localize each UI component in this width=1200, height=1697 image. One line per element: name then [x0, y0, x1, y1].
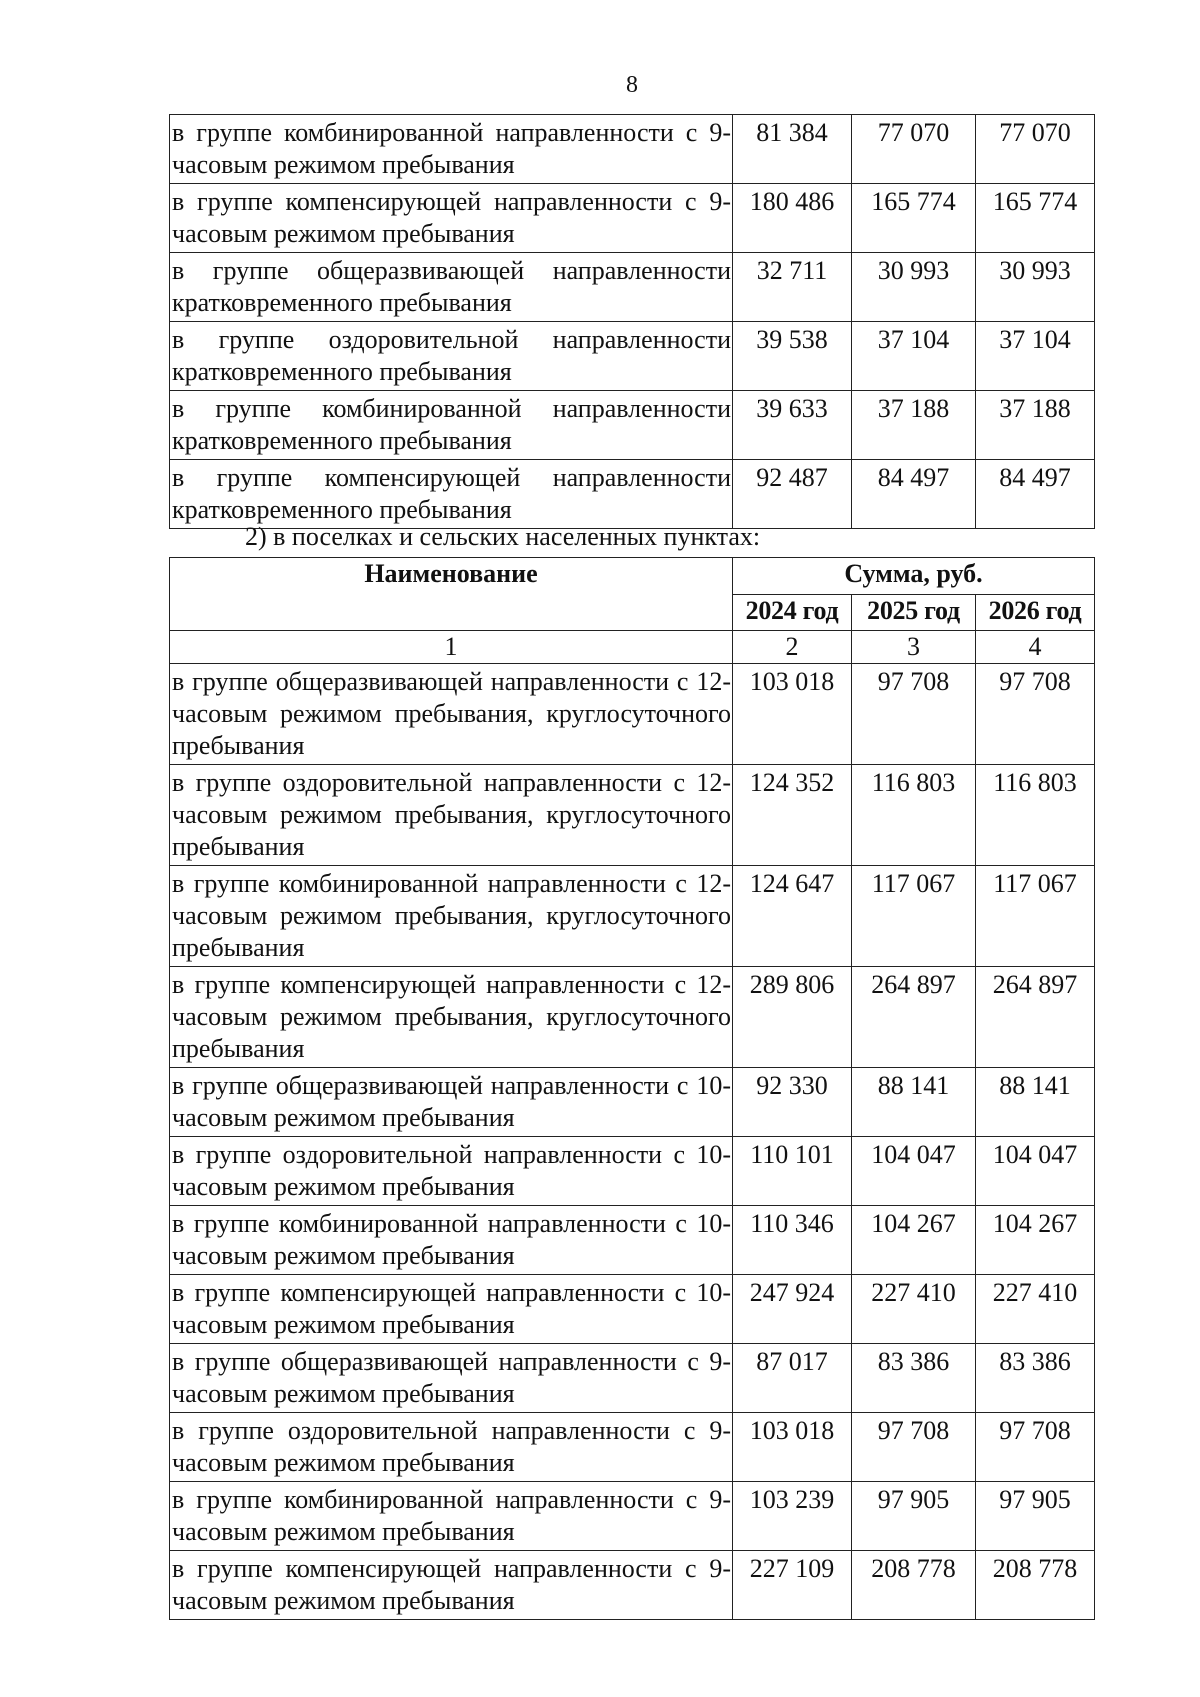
column-header-year-2024: 2024 год [733, 595, 852, 631]
column-number-1: 1 [170, 631, 733, 664]
row-name-cell: в группе компенсирующей направленности кратковременного пребывания [170, 460, 733, 529]
value-2025-cell: 208 778 [852, 1551, 976, 1620]
row-name-cell: в группе комбинированной направленности кратковременного пребывания [170, 391, 733, 460]
value-2026-cell: 83 386 [976, 1344, 1095, 1413]
value-2026-cell: 30 993 [976, 253, 1095, 322]
table-row [170, 1413, 1095, 1482]
value-2024-cell: 227 109 [733, 1551, 852, 1620]
value-2024-cell: 110 101 [733, 1137, 852, 1206]
table-row [170, 115, 1095, 184]
value-2024-cell: 110 346 [733, 1206, 852, 1275]
column-number-2: 2 [733, 631, 852, 664]
table-row [170, 1344, 1095, 1413]
value-2025-cell: 37 188 [852, 391, 976, 460]
value-2024-cell: 32 711 [733, 253, 852, 322]
row-name-cell: в группе компенсирующей направленности с 12-часовым режимом пребывания, круглосуточного пребывания [170, 967, 733, 1068]
table-row [170, 765, 1095, 866]
row-name-cell: в группе комбинированной направленности с 9-часовым режимом пребывания [170, 1482, 733, 1551]
value-2024-cell: 92 330 [733, 1068, 852, 1137]
value-2024-cell: 81 384 [733, 115, 852, 184]
value-2025-cell: 116 803 [852, 765, 976, 866]
table-row [170, 866, 1095, 967]
table-row [170, 253, 1095, 322]
value-2025-cell: 37 104 [852, 322, 976, 391]
table-row [170, 664, 1095, 765]
row-name-cell: в группе компенсирующей направленности с 10-часовым режимом пребывания [170, 1275, 733, 1344]
value-2026-cell: 37 104 [976, 322, 1095, 391]
value-2025-cell: 104 047 [852, 1137, 976, 1206]
table-row [170, 460, 1095, 529]
value-2026-cell: 264 897 [976, 967, 1095, 1068]
value-2026-cell: 104 047 [976, 1137, 1095, 1206]
row-name-cell: в группе комбинированной направленности с 10-часовым режимом пребывания [170, 1206, 733, 1275]
value-2025-cell: 117 067 [852, 866, 976, 967]
value-2024-cell: 289 806 [733, 967, 852, 1068]
page-number: 8 [626, 72, 638, 98]
column-number-3: 3 [852, 631, 976, 664]
value-2024-cell: 103 239 [733, 1482, 852, 1551]
value-2026-cell: 97 905 [976, 1482, 1095, 1551]
tariff-table-continued [169, 114, 1095, 529]
row-name-cell: в группе общеразвивающей направленности кратковременного пребывания [170, 253, 733, 322]
value-2026-cell: 117 067 [976, 866, 1095, 967]
value-2024-cell: 180 486 [733, 184, 852, 253]
table-row [170, 1275, 1095, 1344]
column-header-year-2025: 2025 год [852, 595, 976, 631]
value-2026-cell: 88 141 [976, 1068, 1095, 1137]
value-2026-cell: 37 188 [976, 391, 1095, 460]
table-row [170, 1068, 1095, 1137]
value-2026-cell: 104 267 [976, 1206, 1095, 1275]
value-2025-cell: 30 993 [852, 253, 976, 322]
table-header [170, 558, 1095, 664]
table-row [170, 1137, 1095, 1206]
value-2026-cell: 165 774 [976, 184, 1095, 253]
value-2026-cell: 97 708 [976, 1413, 1095, 1482]
tariff-table-continued-body [170, 115, 1095, 529]
tariff-table-settlements [169, 557, 1095, 1620]
row-name-cell: в группе общеразвивающей направленности с 9-часовым режимом пребывания [170, 1344, 733, 1413]
table-row [170, 1482, 1095, 1551]
table-row [170, 391, 1095, 460]
value-2025-cell: 83 386 [852, 1344, 976, 1413]
value-2024-cell: 87 017 [733, 1344, 852, 1413]
value-2025-cell: 227 410 [852, 1275, 976, 1344]
value-2025-cell: 97 905 [852, 1482, 976, 1551]
value-2025-cell: 104 267 [852, 1206, 976, 1275]
table-row [170, 967, 1095, 1068]
value-2024-cell: 39 538 [733, 322, 852, 391]
row-name-cell: в группе общеразвивающей направленности с 10-часовым режимом пребывания [170, 1068, 733, 1137]
value-2024-cell: 39 633 [733, 391, 852, 460]
value-2026-cell: 227 410 [976, 1275, 1095, 1344]
table-row [170, 1551, 1095, 1620]
value-2025-cell: 84 497 [852, 460, 976, 529]
column-number-4: 4 [976, 631, 1095, 664]
row-name-cell: в группе комбинированной направленности с 9-часовым режимом пребывания [170, 115, 733, 184]
value-2025-cell: 77 070 [852, 115, 976, 184]
table-row [170, 1206, 1095, 1275]
table-row [170, 322, 1095, 391]
value-2025-cell: 165 774 [852, 184, 976, 253]
value-2026-cell: 208 778 [976, 1551, 1095, 1620]
value-2024-cell: 124 352 [733, 765, 852, 866]
row-name-cell: в группе общеразвивающей направленности с 12-часовым режимом пребывания, круглосуточного пребывания [170, 664, 733, 765]
value-2026-cell: 84 497 [976, 460, 1095, 529]
row-name-cell: в группе оздоровительной направленности с 12-часовым режимом пребывания, круглосуточного пребывания [170, 765, 733, 866]
row-name-cell: в группе компенсирующей направленности с 9-часовым режимом пребывания [170, 184, 733, 253]
value-2026-cell: 97 708 [976, 664, 1095, 765]
header-row [170, 558, 1095, 595]
value-2025-cell: 97 708 [852, 1413, 976, 1482]
table-row [170, 184, 1095, 253]
row-name-cell: в группе оздоровительной направленности с 9-часовым режимом пребывания [170, 1413, 733, 1482]
value-2024-cell: 247 924 [733, 1275, 852, 1344]
row-name-cell: в группе оздоровительной направленности кратковременного пребывания [170, 322, 733, 391]
value-2024-cell: 124 647 [733, 866, 852, 967]
value-2025-cell: 264 897 [852, 967, 976, 1068]
column-header-sum: Сумма, руб. [733, 558, 1095, 595]
column-header-year-2026: 2026 год [976, 595, 1095, 631]
row-name-cell: в группе компенсирующей направленности с 9-часовым режимом пребывания [170, 1551, 733, 1620]
section-heading: 2) в поселках и сельских населенных пунктах: [245, 522, 761, 551]
column-number-row [170, 631, 1095, 664]
column-header-name: Наименование [170, 558, 733, 631]
value-2025-cell: 88 141 [852, 1068, 976, 1137]
tariff-table-settlements-body [170, 664, 1095, 1620]
value-2024-cell: 103 018 [733, 664, 852, 765]
value-2026-cell: 116 803 [976, 765, 1095, 866]
value-2026-cell: 77 070 [976, 115, 1095, 184]
value-2025-cell: 97 708 [852, 664, 976, 765]
row-name-cell: в группе оздоровительной направленности с 10-часовым режимом пребывания [170, 1137, 733, 1206]
row-name-cell: в группе комбинированной направленности с 12-часовым режимом пребывания, круглосуточного пребывания [170, 866, 733, 967]
value-2024-cell: 92 487 [733, 460, 852, 529]
value-2024-cell: 103 018 [733, 1413, 852, 1482]
